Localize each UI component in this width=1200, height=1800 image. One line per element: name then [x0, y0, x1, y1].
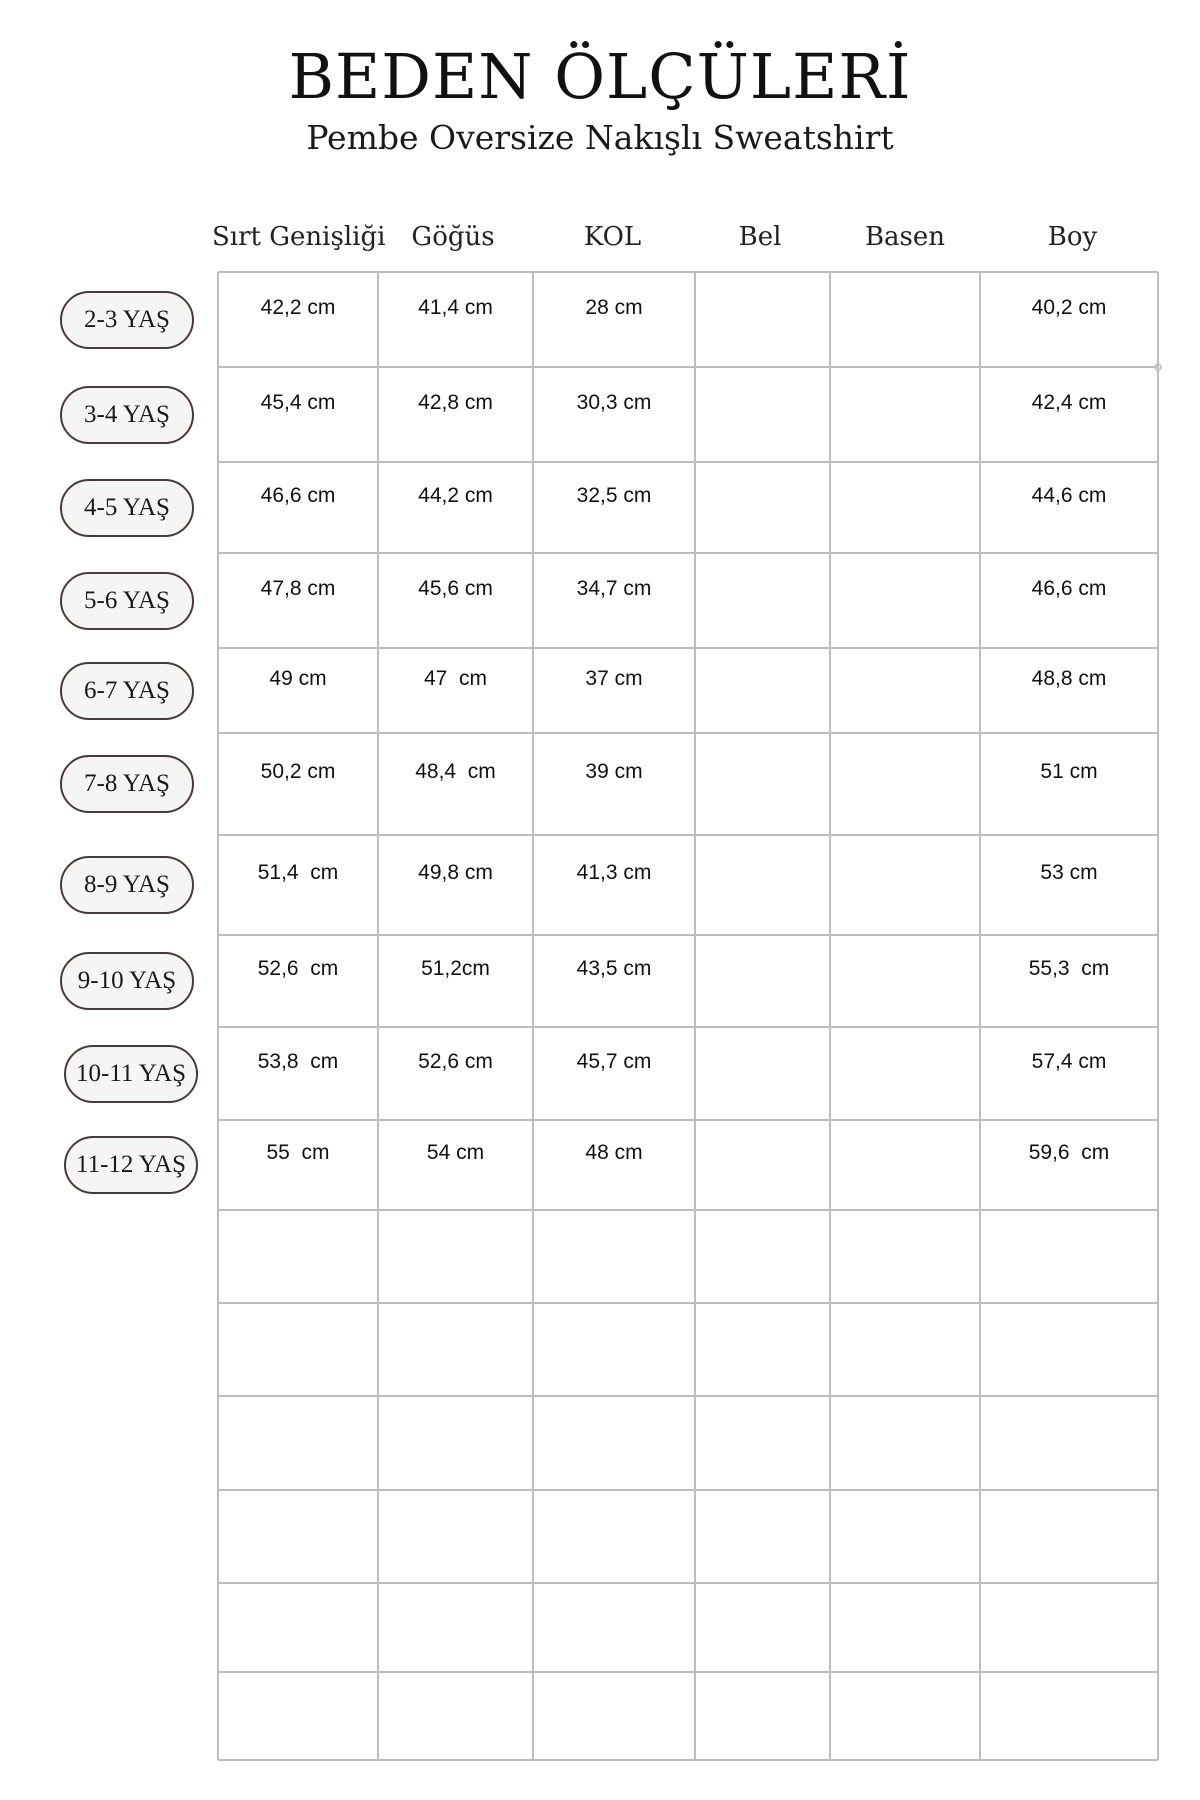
- cell-sirt-genisligi: 47,8 cm: [260, 576, 336, 600]
- column-header-boy: Boy: [1047, 222, 1098, 252]
- column-header-basen: Basen: [864, 222, 946, 252]
- cell-gogus: 48,4 cm: [415, 760, 496, 783]
- cell-sirt-genisligi: 52,6 cm: [257, 957, 339, 980]
- cell-boy: 57,4 cm: [1031, 1049, 1107, 1073]
- cell-kol: 34,7 cm: [576, 576, 652, 600]
- page-title: BEDEN ÖLÇÜLERİ: [288, 40, 912, 113]
- cell-kol: 28 cm: [585, 295, 643, 319]
- cell-gogus: 41,4 cm: [418, 295, 493, 319]
- cell-boy: 40,2 cm: [1031, 295, 1107, 319]
- cell-kol: 45,7 cm: [576, 1049, 652, 1073]
- row-label-size: 4-5 YAŞ: [60, 479, 194, 537]
- cell-gogus: 52,6 cm: [418, 1049, 493, 1073]
- cell-boy: 55,3 cm: [1028, 957, 1110, 980]
- cell-gogus: 45,6 cm: [418, 576, 493, 600]
- cell-sirt-genisligi: 42,2 cm: [260, 295, 336, 319]
- cell-sirt-genisligi: 55 cm: [266, 1141, 330, 1164]
- row-label-size: 10-11 YAŞ: [64, 1045, 198, 1103]
- cell-boy: 53 cm: [1040, 861, 1098, 884]
- row-label-size: 2-3 YAŞ: [60, 291, 194, 349]
- row-label-size: 6-7 YAŞ: [60, 662, 194, 720]
- cell-gogus: 49,8 cm: [418, 861, 493, 884]
- cell-kol: 43,5 cm: [576, 957, 652, 980]
- column-header-sirt-genisligi: Sırt Genişliği: [212, 222, 386, 252]
- cell-sirt-genisligi: 45,4 cm: [260, 390, 336, 414]
- cell-boy: 46,6 cm: [1031, 576, 1107, 600]
- cell-gogus: 44,2 cm: [418, 483, 493, 507]
- column-header-kol: KOL: [583, 222, 642, 252]
- row-label-size: 11-12 YAŞ: [64, 1136, 198, 1194]
- cell-boy: 51 cm: [1040, 760, 1098, 783]
- cell-sirt-genisligi: 46,6 cm: [260, 483, 336, 507]
- cell-boy: 44,6 cm: [1031, 483, 1107, 507]
- row-label-size: 5-6 YAŞ: [60, 572, 194, 630]
- column-header-gogus: Göğüs: [411, 222, 495, 252]
- cell-sirt-genisligi: 49 cm: [269, 666, 327, 690]
- cell-kol: 37 cm: [585, 666, 643, 690]
- cell-kol: 48 cm: [585, 1141, 643, 1164]
- cell-kol: 41,3 cm: [576, 861, 652, 884]
- row-label-size: 9-10 YAŞ: [60, 952, 194, 1010]
- cell-gogus: 47 cm: [423, 666, 488, 690]
- row-label-size: 7-8 YAŞ: [60, 755, 194, 813]
- cell-kol: 30,3 cm: [576, 390, 652, 414]
- cell-boy: 48,8 cm: [1031, 666, 1107, 690]
- cell-sirt-genisligi: 50,2 cm: [260, 760, 336, 783]
- row-label-size: 8-9 YAŞ: [60, 856, 194, 914]
- column-header-bel: Bel: [738, 222, 782, 252]
- cell-gogus: 54 cm: [426, 1141, 485, 1164]
- cell-sirt-genisligi: 51,4 cm: [257, 861, 339, 884]
- cell-boy: 42,4 cm: [1031, 390, 1107, 414]
- row-label-size: 3-4 YAŞ: [60, 386, 194, 444]
- cell-kol: 39 cm: [585, 760, 643, 783]
- cell-boy: 59,6 cm: [1028, 1141, 1110, 1164]
- page-subtitle: Pembe Oversize Nakışlı Sweatshirt: [306, 118, 894, 157]
- cell-kol: 32,5 cm: [576, 483, 652, 507]
- cell-sirt-genisligi: 53,8 cm: [257, 1049, 339, 1073]
- cell-gogus: 42,8 cm: [418, 390, 493, 414]
- cell-gogus: 51,2cm: [421, 957, 490, 980]
